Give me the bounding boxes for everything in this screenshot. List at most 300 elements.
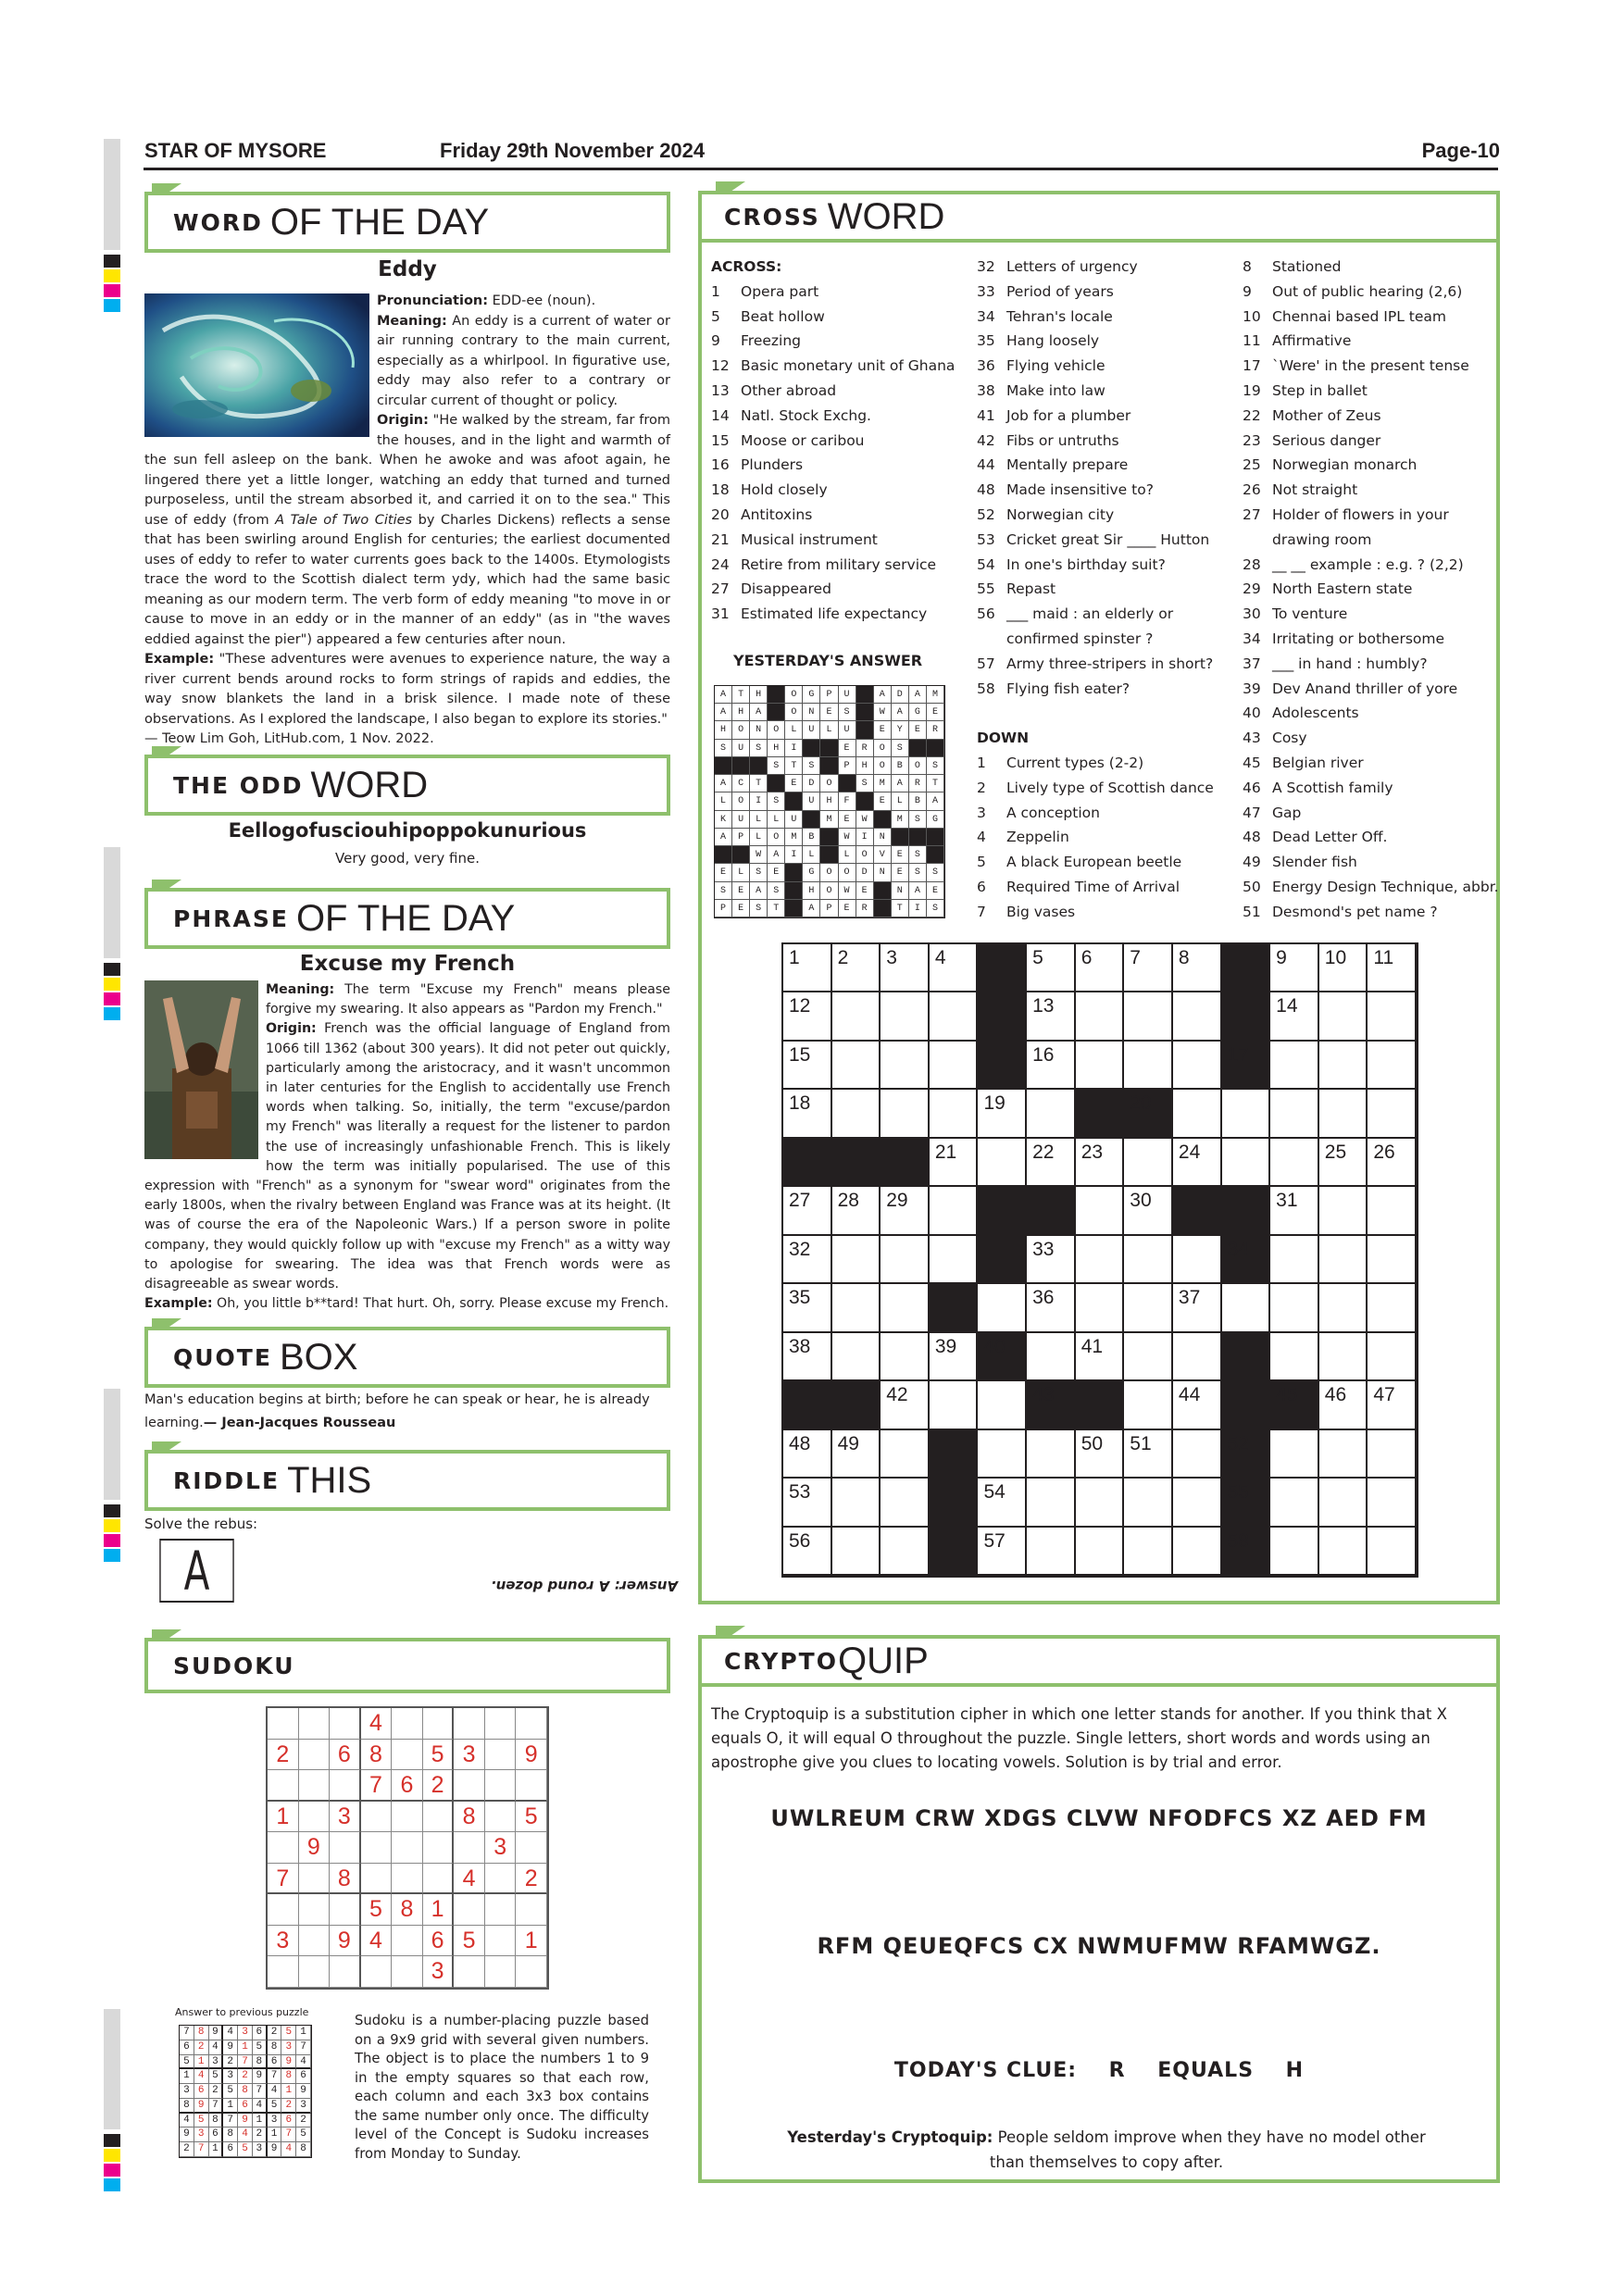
crossword-cell[interactable]: 4 [930,944,979,992]
crossword-cell[interactable]: 26 [1368,1139,1417,1187]
previous-answer-cell: 8 [194,2026,209,2040]
sudoku-cell[interactable] [454,1770,485,1802]
answer-black-cell [715,846,732,864]
crossword-cell[interactable] [1368,1333,1417,1381]
clue-number: 1 [977,754,986,771]
previous-answer-cell: 8 [238,2084,253,2099]
sudoku-cell[interactable] [392,1708,423,1740]
sudoku-cell[interactable]: 1 [268,1802,299,1833]
sudoku-cell[interactable]: 8 [392,1894,423,1926]
crossword-cell[interactable] [930,1090,979,1138]
sudoku-cell[interactable] [361,1864,393,1895]
crossword-cell[interactable] [832,1333,881,1381]
sudoku-cell[interactable]: 6 [330,1740,361,1771]
clue-item [977,553,1214,578]
sudoku-cell[interactable]: 6 [392,1770,423,1802]
sudoku-cell[interactable] [299,1740,331,1771]
sudoku-cell[interactable] [485,1740,517,1771]
sudoku-cell[interactable] [330,1956,361,1988]
clue-text: Hold closely [741,481,828,499]
sudoku-cell[interactable] [392,1864,423,1895]
crossword-cell[interactable] [1076,1284,1125,1332]
sudoku-cell[interactable]: 3 [268,1926,299,1957]
crossword-cell[interactable]: 44 [1173,1381,1222,1429]
crossword-cell[interactable]: 21 [930,1139,979,1187]
crossword-cell[interactable] [1368,1284,1417,1332]
crossword-cell[interactable] [1368,1528,1417,1576]
crossword-cell[interactable]: 38 [783,1333,832,1381]
answer-cell: A [715,704,732,721]
crossword-cell[interactable]: 37 [1173,1284,1222,1332]
crossword-cell[interactable] [978,1139,1027,1187]
answer-cell: H [803,882,820,900]
sudoku-cell[interactable] [299,1894,331,1926]
crossword-cell[interactable] [1076,1479,1125,1527]
crossword-cell[interactable] [1270,1042,1319,1090]
crossword-cell[interactable] [1222,1090,1271,1138]
sudoku-cell[interactable]: 4 [361,1708,393,1740]
clue-text: Fibs or untruths [1006,431,1119,449]
answer-cell: H [856,757,874,775]
clue-number: 20 [711,505,730,523]
crossword-cell[interactable] [978,1284,1027,1332]
sudoku-cell[interactable] [485,1926,517,1957]
crossword-cell[interactable] [1368,992,1417,1041]
crossword-cell[interactable]: 3 [881,944,930,992]
crossword-cell[interactable] [1319,1284,1368,1332]
crossword-cell[interactable] [1270,1479,1319,1527]
crossword-cell[interactable] [1173,1430,1222,1479]
crossword-cell[interactable] [1319,1236,1368,1284]
sudoku-cell[interactable] [299,1926,331,1957]
previous-answer-cell: 1 [253,2114,268,2128]
crossword-cell[interactable]: 13 [1027,992,1076,1041]
crossword-black-cell [783,1381,832,1429]
crossword-cell[interactable]: 39 [930,1333,979,1381]
answer-cell: U [732,811,750,829]
crossword-cell[interactable]: 33 [1027,1236,1076,1284]
crossword-cell[interactable] [1270,1284,1319,1332]
pron-label: Pronunciation: [377,293,489,308]
crossword-cell[interactable] [978,1381,1027,1429]
title-big: THIS [287,1460,372,1501]
answer-cell: O [732,721,750,739]
sudoku-cell[interactable] [392,1926,423,1957]
crossword-cell[interactable] [930,992,979,1041]
clue-text: In one's birthday suit? [1006,555,1166,573]
sudoku-cell[interactable] [516,1894,547,1926]
sudoku-cell[interactable]: 5 [454,1926,485,1957]
crossword-cell[interactable]: 49 [832,1430,881,1479]
crossword-cell[interactable] [930,1381,979,1429]
crossword-cell[interactable] [881,992,930,1041]
crossword-cell[interactable] [1368,1090,1417,1138]
crossword-cell[interactable] [1124,1284,1173,1332]
sudoku-cell[interactable] [299,1802,331,1833]
crossword-black-cell [978,944,1027,992]
sudoku-cell[interactable] [485,1894,517,1926]
crossword-cell[interactable]: 23 [1076,1139,1125,1187]
crossword-cell[interactable]: 12 [783,992,832,1041]
crossword-cell[interactable] [1319,1042,1368,1090]
crossword-cell[interactable]: 32 [783,1236,832,1284]
answer-cell: O [874,757,892,775]
crossword-cell[interactable]: 25 [1319,1139,1368,1187]
crossword-cell[interactable] [1124,1236,1173,1284]
sudoku-cell[interactable] [516,1956,547,1988]
sudoku-cell[interactable] [330,1894,361,1926]
sudoku-cell[interactable] [485,1864,517,1895]
crossword-cell[interactable] [1319,992,1368,1041]
crossword-cell[interactable]: 15 [783,1042,832,1090]
answer-cell: L [732,864,750,881]
crossword-cell[interactable] [1027,1479,1076,1527]
previous-answer-cell: 7 [238,2055,253,2070]
previous-answer-cell: 5 [209,2069,224,2084]
sudoku-cell[interactable]: 1 [516,1926,547,1957]
registration-mark-yellow [104,269,120,282]
crossword-cell[interactable] [832,992,881,1041]
crossword-cell[interactable] [832,1090,881,1138]
crossword-cell[interactable] [881,1236,930,1284]
crossword-cell[interactable]: 30 [1124,1187,1173,1235]
crossword-cell[interactable] [1124,992,1173,1041]
crossword-cell[interactable] [930,1187,979,1235]
crossword-cell[interactable] [1173,1042,1222,1090]
sudoku-cell[interactable] [516,1708,547,1740]
title-big: OF THE DAY [295,898,516,939]
crossword-cell[interactable]: 53 [783,1479,832,1527]
sudoku-cell[interactable] [392,1956,423,1988]
answer-cell: A [909,686,927,704]
cryptoquip-clue: TODAY'S CLUE: R EQUALS H [893,2059,1305,2082]
sudoku-cell[interactable]: 4 [361,1926,393,1957]
crossword-cell[interactable]: 47 [1368,1381,1417,1429]
sudoku-cell[interactable] [299,1956,331,1988]
crossword-cell[interactable]: 1 [783,944,832,992]
crossword-cell[interactable]: 54 [978,1479,1027,1527]
sudoku-cell[interactable] [268,1770,299,1802]
crossword-cell[interactable] [1173,1333,1222,1381]
crossword-cell[interactable] [930,1236,979,1284]
crossword-cell[interactable] [1173,992,1222,1041]
crossword-cell[interactable]: 14 [1270,992,1319,1041]
answer-cell: W [839,882,856,900]
crossword-cell[interactable]: 57 [978,1528,1027,1576]
answer-cell: U [732,740,750,757]
crossword-cell[interactable] [1124,1479,1173,1527]
crossword-cell[interactable] [1027,1090,1076,1138]
previous-answer-cell: 3 [296,2099,311,2114]
answer-cell: E [768,864,785,881]
answer-cell: M [927,686,944,704]
crossword-black-cell [1222,992,1271,1041]
answer-cell: T [892,900,909,917]
clue-item [1243,677,1483,702]
crossword-cell[interactable] [1319,1187,1368,1235]
sudoku-cell[interactable] [516,1832,547,1864]
sudoku-cell[interactable]: 9 [330,1926,361,1957]
crossword-cell[interactable] [1368,1479,1417,1527]
previous-answer-cell: 6 [223,2142,238,2157]
sudoku-cell[interactable] [392,1740,423,1771]
crossword-cell[interactable]: 18 [783,1090,832,1138]
sudoku-cell[interactable]: 2 [268,1740,299,1771]
clue-text: `Were' in the present tense [1272,357,1469,375]
answer-cell: T [927,775,944,792]
crossword-cell[interactable]: 22 [1027,1139,1076,1187]
crossword-cell[interactable] [1027,1430,1076,1479]
crossword-cell[interactable] [881,1042,930,1090]
sudoku-grid[interactable] [266,1706,549,1990]
answer-cell: S [750,740,768,757]
crossword-cell[interactable]: 5 [1027,944,1076,992]
crossword-cell[interactable] [1173,1479,1222,1527]
crossword-cell[interactable] [1319,1528,1368,1576]
sudoku-cell[interactable]: 5 [516,1802,547,1833]
sudoku-cell[interactable] [361,1956,393,1988]
crossword-cell[interactable] [881,1430,930,1479]
sudoku-cell[interactable]: 9 [299,1832,331,1864]
crossword-cell[interactable]: 28 [832,1187,881,1235]
clue-number: 42 [977,431,995,449]
answer-black-cell [803,740,820,757]
sudoku-cell[interactable]: 3 [485,1832,517,1864]
crossword-cell[interactable] [1124,1139,1173,1187]
answer-cell: W [750,846,768,864]
sudoku-cell[interactable] [330,1770,361,1802]
sudoku-cell[interactable]: 3 [423,1956,455,1988]
odd-word: Eellogofusciouhipoppokunurious [228,819,587,842]
crossword-cell[interactable] [1076,1528,1125,1576]
crossword-cell[interactable]: 31 [1270,1187,1319,1235]
crossword-cell[interactable] [881,1090,930,1138]
cryptoquip-yesterday [787,2125,1426,2175]
sudoku-cell[interactable] [485,1708,517,1740]
clue-number: 50 [1243,878,1261,895]
sudoku-cell[interactable]: 8 [330,1864,361,1895]
previous-answer-cell: 2 [223,2055,238,2070]
clue-text: Chennai based IPL team [1272,307,1446,325]
crossword-cell[interactable]: 50 [1076,1430,1125,1479]
crossword-cell[interactable] [1076,992,1125,1041]
previous-answer-cell: 3 [281,2040,296,2055]
crossword-cell[interactable]: 42 [881,1381,930,1429]
answer-cell: E [856,882,874,900]
sudoku-cell[interactable] [423,1708,455,1740]
answer-cell: O [874,740,892,757]
crossword-cell[interactable]: 19 [978,1090,1027,1138]
sudoku-cell[interactable] [268,1956,299,1988]
crossword-cell[interactable]: 10 [1319,944,1368,992]
answer-cell: S [768,757,785,775]
sudoku-cell[interactable] [485,1770,517,1802]
crossword-cell[interactable] [1124,1333,1173,1381]
sudoku-cell[interactable]: 7 [361,1770,393,1802]
crossword-cell[interactable]: 35 [783,1284,832,1332]
sudoku-cell[interactable] [268,1832,299,1864]
sudoku-cell[interactable] [454,1832,485,1864]
sudoku-cell[interactable]: 1 [423,1894,455,1926]
crossword-cell[interactable] [1270,1333,1319,1381]
answer-cell: M [892,811,909,829]
clue-number: 47 [1243,804,1261,821]
crossword-cell[interactable] [1270,1430,1319,1479]
crossword-cell[interactable] [1270,1090,1319,1138]
clue-text: Army three-stripers in short? [1006,655,1214,672]
crossword-cell[interactable]: 56 [783,1528,832,1576]
crossword-cell[interactable]: 51 [1124,1430,1173,1479]
crossword-cell[interactable] [978,1430,1027,1479]
crossword-cell[interactable] [832,1284,881,1332]
crossword-cell[interactable]: 6 [1076,944,1125,992]
crossword-cell[interactable] [1368,1042,1417,1090]
sudoku-cell[interactable] [454,1894,485,1926]
crossword-cell[interactable] [1368,1236,1417,1284]
crossword-cell[interactable] [1222,1139,1271,1187]
sudoku-cell[interactable]: 9 [516,1740,547,1771]
crossword-cell[interactable] [1368,1187,1417,1235]
crossword-cell[interactable] [1270,1528,1319,1576]
crossword-cell[interactable]: 41 [1076,1333,1125,1381]
phrase-title [144,888,670,949]
previous-answer-cell: 9 [296,2084,311,2099]
sudoku-cell[interactable]: 2 [423,1770,455,1802]
sudoku-cell[interactable] [485,1802,517,1833]
crossword-cell[interactable] [881,1528,930,1576]
sudoku-cell[interactable] [330,1832,361,1864]
crossword-cell[interactable] [832,1042,881,1090]
previous-answer-cell: 3 [223,2069,238,2084]
crossword-cell[interactable] [1222,1284,1271,1332]
sudoku-cell[interactable] [392,1832,423,1864]
print-margin-strip [104,139,120,250]
crossword-cell[interactable] [832,1528,881,1576]
sudoku-cell[interactable]: 6 [423,1926,455,1957]
crossword-cell[interactable]: 48 [783,1430,832,1479]
crossword-cell[interactable]: 46 [1319,1381,1368,1429]
crossword-cell[interactable] [1319,1090,1368,1138]
clue-text: Required Time of Arrival [1006,878,1180,895]
crossword-cell[interactable] [1173,1090,1222,1138]
answer-black-cell [820,846,838,864]
sudoku-cell[interactable]: 3 [330,1802,361,1833]
crossword-cell[interactable] [1173,1236,1222,1284]
sudoku-cell[interactable] [454,1708,485,1740]
sudoku-cell[interactable] [516,1770,547,1802]
answer-cell: W [874,704,892,721]
answer-black-cell [909,740,927,757]
crossword-cell[interactable]: 11 [1368,944,1417,992]
crossword-cell[interactable] [1173,1528,1222,1576]
sudoku-cell[interactable]: 3 [454,1740,485,1771]
previous-answer-cell: 5 [296,2128,311,2142]
crossword-cell[interactable] [1319,1333,1368,1381]
crossword-cell[interactable] [1124,1528,1173,1576]
crossword-cell[interactable] [881,1333,930,1381]
sudoku-cell[interactable] [299,1864,331,1895]
sudoku-cell[interactable] [268,1708,299,1740]
crossword-cell[interactable] [1076,1187,1125,1235]
crossword-cell[interactable]: 24 [1173,1139,1222,1187]
clue-item [1243,900,1483,925]
sudoku-cell[interactable] [423,1832,455,1864]
sudoku-cell[interactable] [268,1894,299,1926]
sudoku-cell[interactable] [392,1802,423,1833]
answer-cell: S [715,882,732,900]
clue-number: 39 [1243,680,1261,697]
crossword-cell[interactable]: 7 [1124,944,1173,992]
crossword-cell[interactable] [881,1284,930,1332]
crossword-cell[interactable] [1027,1528,1076,1576]
sudoku-cell[interactable]: 7 [268,1864,299,1895]
sudoku-cell[interactable] [485,1956,517,1988]
answer-cell: O [768,829,785,846]
sudoku-cell[interactable]: 8 [361,1740,393,1771]
clue-text: Mentally prepare [1006,456,1129,474]
sudoku-cell[interactable]: 5 [423,1740,455,1771]
sudoku-cell[interactable] [299,1770,331,1802]
crossword-cell[interactable] [1319,1479,1368,1527]
crossword-cell[interactable] [1076,1042,1125,1090]
word-of-day-title [144,192,670,253]
sudoku-cell[interactable] [299,1708,331,1740]
sudoku-cell[interactable]: 8 [454,1802,485,1833]
sudoku-cell[interactable] [361,1802,393,1833]
sudoku-cell[interactable] [361,1832,393,1864]
answer-black-cell [874,882,892,900]
crossword-cell[interactable]: 36 [1027,1284,1076,1332]
sudoku-cell[interactable] [423,1864,455,1895]
crossword-cell[interactable] [1270,1139,1319,1187]
print-margin-strip [104,2009,120,2129]
crossword-cell[interactable] [1368,1430,1417,1479]
crossword-cell[interactable]: 9 [1270,944,1319,992]
clue-text: Job for a plumber [1006,406,1131,424]
sudoku-cell[interactable] [330,1708,361,1740]
sudoku-cell[interactable] [454,1956,485,1988]
clue-text: Flying fish eater? [1006,680,1131,697]
crossword-cell[interactable]: 8 [1173,944,1222,992]
crossword-cell[interactable]: 16 [1027,1042,1076,1090]
clue-number: 27 [711,580,730,598]
crossword-cell[interactable] [832,1479,881,1527]
answer-black-cell [856,792,874,810]
clue-number: 5 [711,307,720,325]
answer-cell: N [874,829,892,846]
crossword-cell[interactable]: 29 [881,1187,930,1235]
crossword-cell[interactable] [1319,1430,1368,1479]
sudoku-cell[interactable]: 5 [361,1894,393,1926]
crossword-cell[interactable] [1270,1236,1319,1284]
crossword-cell[interactable] [1076,1236,1125,1284]
crossword-cell[interactable] [930,1042,979,1090]
crossword-cell[interactable] [881,1479,930,1527]
crossword-grid[interactable] [781,942,1418,1578]
crossword-cell[interactable] [1124,1042,1173,1090]
crossword-cell[interactable]: 2 [832,944,881,992]
sudoku-cell[interactable] [423,1802,455,1833]
sudoku-cell[interactable]: 2 [516,1864,547,1895]
crossword-cell[interactable] [1124,1381,1173,1429]
crossword-cell[interactable] [1027,1333,1076,1381]
crossword-cell[interactable]: 27 [783,1187,832,1235]
sudoku-cell[interactable]: 4 [454,1864,485,1895]
down-label: DOWN [977,730,1030,747]
crossword-cell[interactable] [832,1236,881,1284]
answer-cell: E [874,792,892,810]
answer-cell: A [874,686,892,704]
